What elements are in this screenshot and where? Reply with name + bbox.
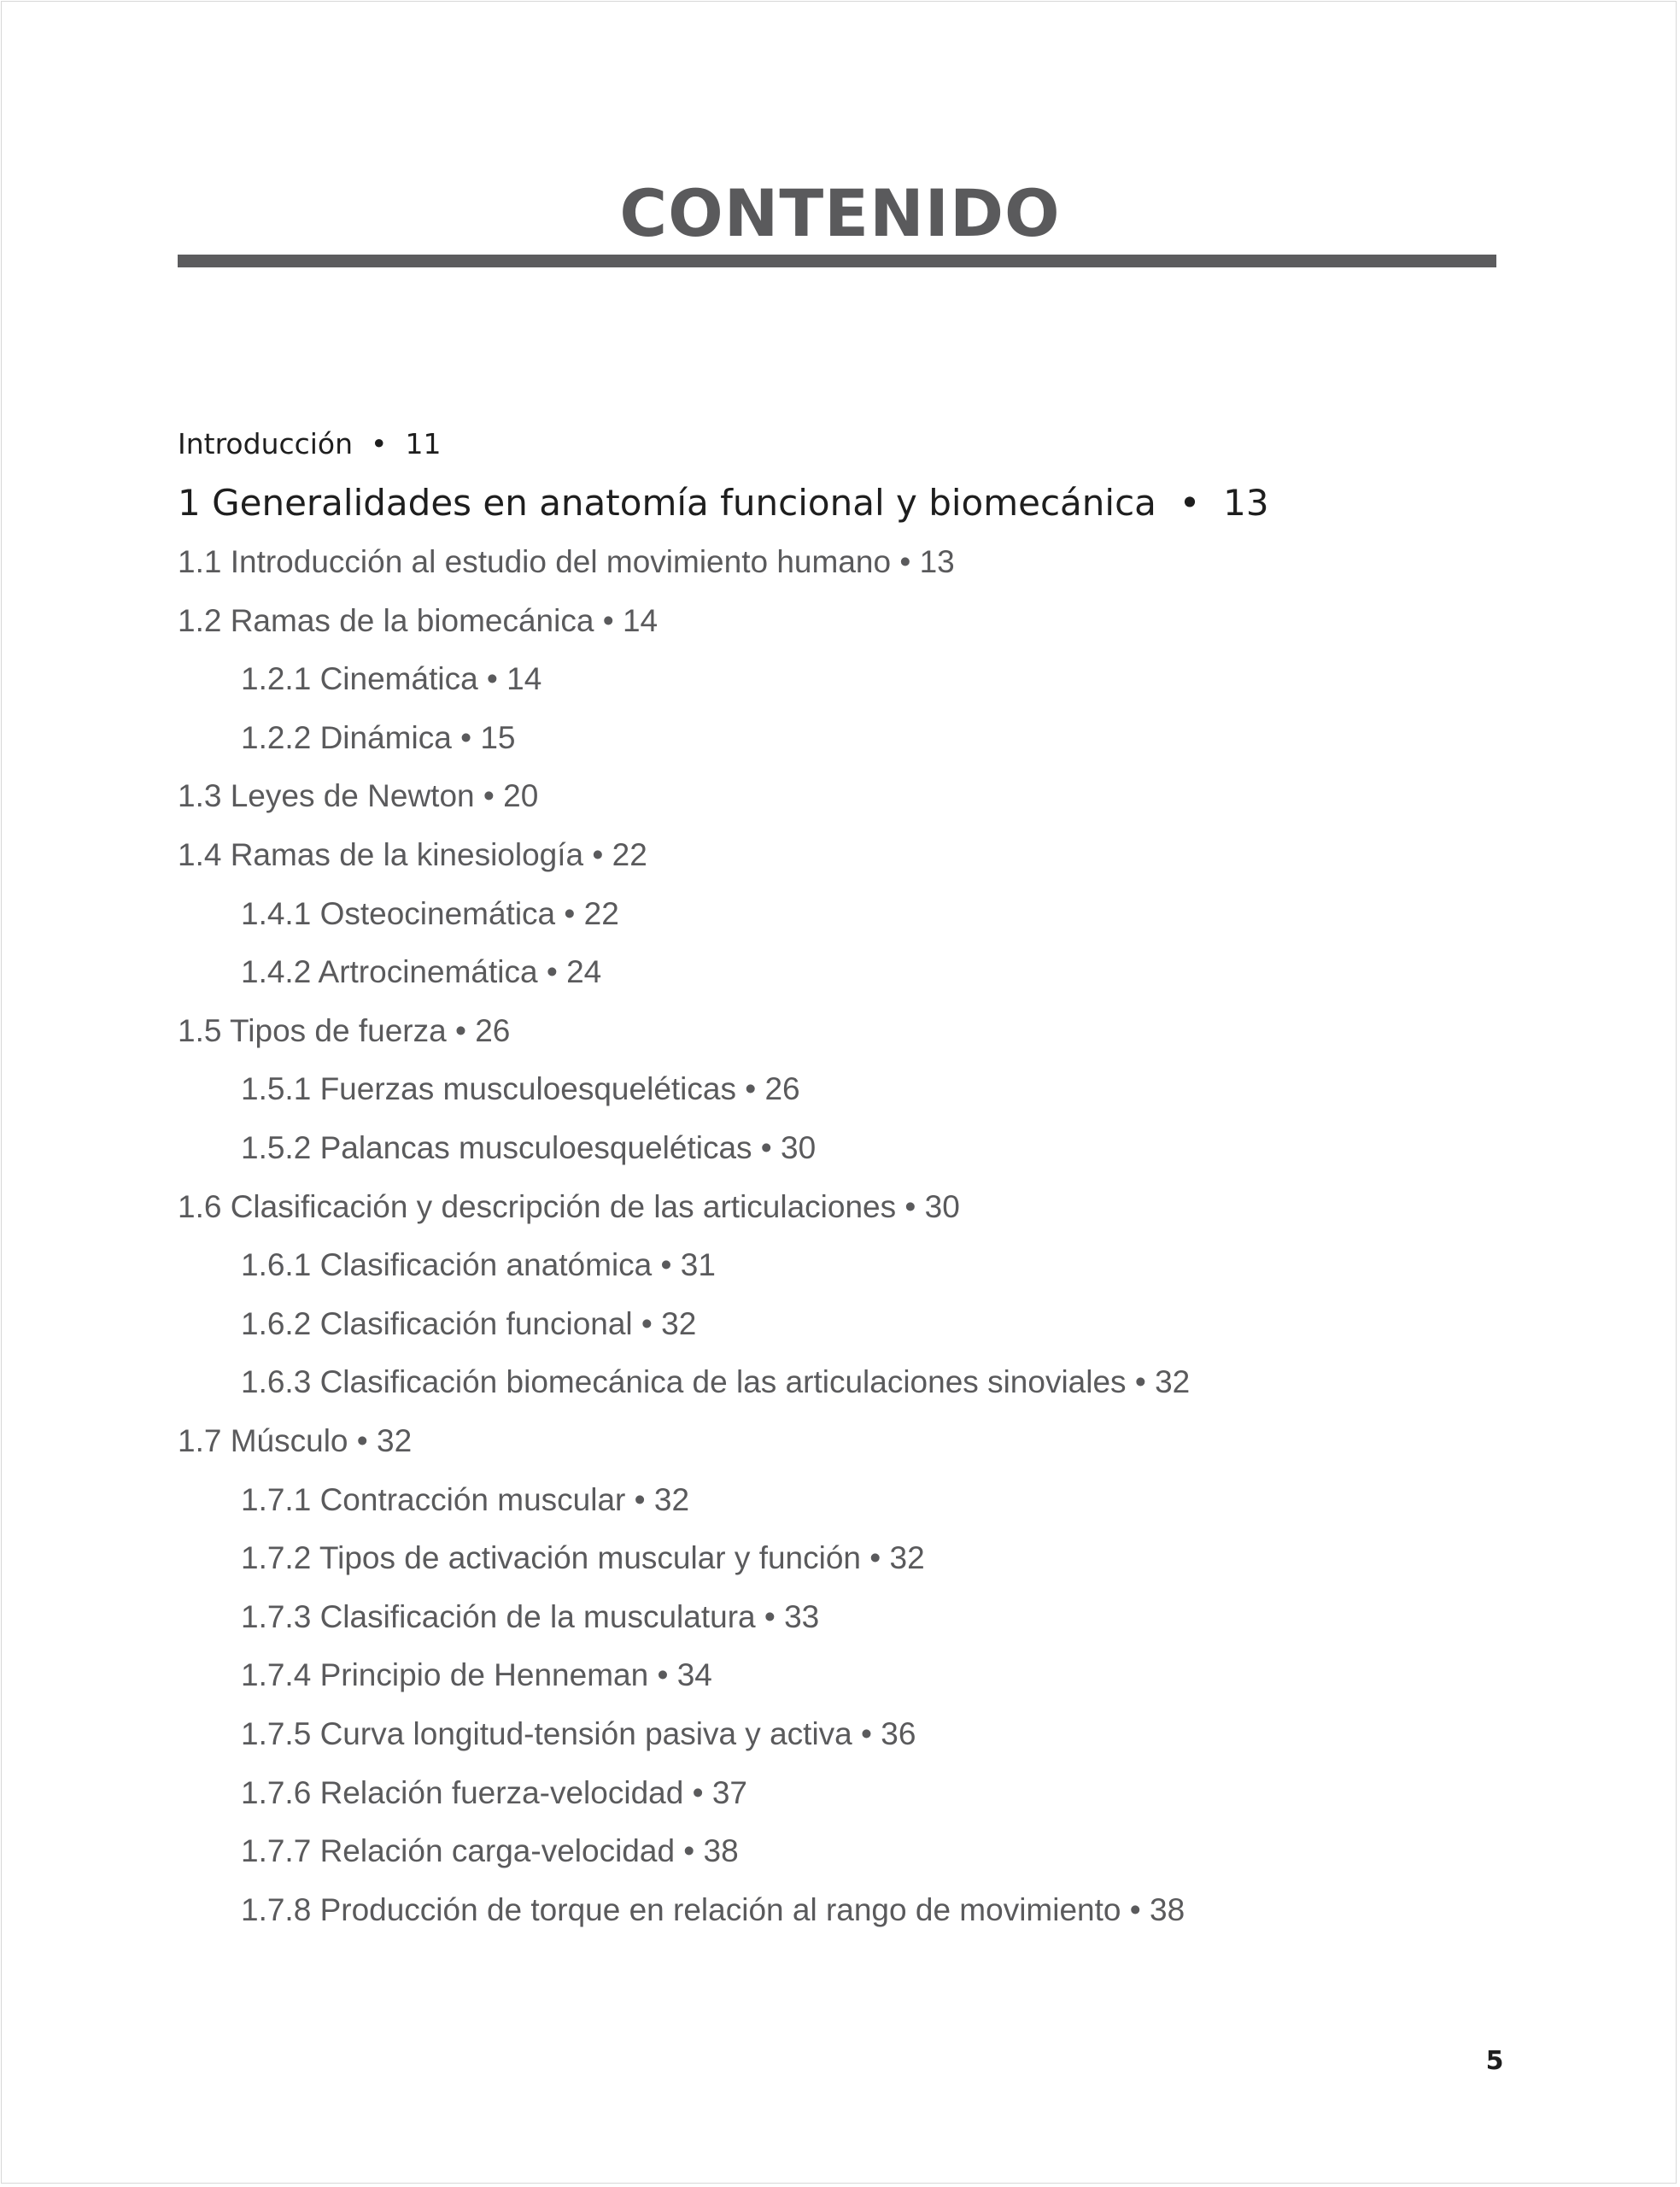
bullet-separator: • — [652, 1247, 681, 1282]
toc-entry-text: 1.5.2 Palancas musculoesqueléticas — [241, 1130, 752, 1165]
bullet-separator: • — [683, 1775, 712, 1810]
toc-entry-page: 26 — [475, 1013, 511, 1048]
toc-entry-text: 1.7.2 Tipos de activación muscular y función — [241, 1540, 861, 1575]
toc-entry-page: 32 — [1155, 1364, 1191, 1399]
toc-entry-page: 33 — [784, 1599, 820, 1634]
toc-entry — [178, 777, 538, 816]
toc-entry — [241, 1598, 819, 1637]
toc-entry-text: 1.4.1 Osteocinemática — [241, 896, 556, 931]
toc-entry — [241, 1363, 1190, 1402]
toc-entry — [241, 1715, 916, 1754]
bullet-separator: • — [852, 1716, 881, 1751]
toc-entry-text: 1.2.2 Dinámica — [241, 720, 452, 755]
toc-entry — [241, 953, 601, 992]
toc-entry-page: 32 — [653, 1482, 690, 1517]
toc-entry-page: 22 — [583, 896, 619, 931]
toc-entry-page: 22 — [612, 837, 647, 872]
toc-entry — [178, 1422, 412, 1461]
toc-entry-text: 1.6.2 Clasificación funcional — [241, 1306, 633, 1341]
toc-entry-text: 1.2.1 Cinemática — [241, 661, 478, 696]
toc-entry-page: 11 — [405, 427, 442, 460]
toc-entry — [178, 601, 658, 641]
toc-entry — [241, 718, 515, 758]
toc-entry-text: Introducción — [178, 427, 354, 460]
page-number: 5 — [1485, 2046, 1504, 2076]
toc-entry-text: 1.2 Ramas de la biomecánica — [178, 603, 594, 638]
toc-entry-text: 1.6.3 Clasificación biomecánica de las articulaciones sinoviales — [241, 1364, 1127, 1399]
toc-entry-page: 14 — [506, 661, 542, 696]
toc-entry — [241, 1891, 1185, 1930]
bullet-separator: • — [1126, 1364, 1156, 1399]
page-title: CONTENIDO — [619, 175, 1061, 251]
toc-entry-page: 13 — [1223, 482, 1269, 524]
toc-entry — [178, 542, 955, 582]
toc-entry-text: 1.6.1 Clasificación anatómica — [241, 1247, 653, 1282]
bullet-separator: • — [348, 1423, 378, 1458]
toc-entry-text: 1.7.3 Clasificación de la musculatura — [241, 1599, 756, 1634]
bullet-separator: • — [861, 1540, 890, 1575]
toc-entry-text: 1.7.6 Relación fuerza-velocidad — [241, 1775, 684, 1810]
toc-entry-page: 26 — [764, 1071, 800, 1106]
toc-entry-page: 30 — [924, 1189, 960, 1224]
bullet-separator: • — [896, 1189, 925, 1224]
bullet-separator: • — [735, 1071, 765, 1106]
bullet-separator: • — [361, 427, 396, 460]
toc-entry — [241, 1774, 747, 1813]
bullet-separator: • — [1168, 482, 1212, 524]
toc-entry-page: 32 — [661, 1306, 697, 1341]
toc-entry-page: 32 — [889, 1540, 925, 1575]
bullet-separator: • — [1121, 1892, 1150, 1927]
toc-entry-text: 1.3 Leyes de Newton — [178, 778, 475, 813]
bullet-separator: • — [632, 1306, 662, 1341]
toc-entry — [241, 1656, 712, 1695]
toc-entry-page: 13 — [919, 544, 955, 579]
toc-entry-page: 38 — [1150, 1892, 1185, 1927]
toc-entry-text: 1.5.1 Fuerzas musculoesqueléticas — [241, 1071, 736, 1106]
toc-entry-text: 1.5 Tipos de fuerza — [178, 1013, 447, 1048]
toc-entry-text: 1.7.7 Relación carga-velocidad — [241, 1833, 676, 1868]
toc-entry — [241, 1480, 689, 1520]
toc-entry — [178, 1011, 510, 1051]
bullet-separator: • — [648, 1657, 677, 1692]
toc-entry-text: 1.7.5 Curva longitud-tensión pasiva y activa — [241, 1716, 852, 1751]
toc-entry — [241, 660, 541, 699]
toc-entry — [241, 1246, 716, 1285]
toc-entry-page: 20 — [503, 778, 539, 813]
bullet-separator: • — [446, 1013, 476, 1048]
toc-entry-page: 32 — [377, 1423, 413, 1458]
toc-entry — [241, 1832, 739, 1871]
toc-entry — [178, 836, 647, 875]
toc-entry — [178, 1187, 960, 1227]
toc-entry-page: 15 — [480, 720, 516, 755]
toc-entry-text: 1.4 Ramas de la kinesiología — [178, 837, 584, 872]
toc-entry-page: 24 — [566, 954, 602, 989]
toc-entry-page: 30 — [781, 1130, 817, 1165]
bullet-separator: • — [675, 1833, 704, 1868]
bullet-separator: • — [555, 896, 584, 931]
toc-entry-page: 37 — [711, 1775, 747, 1810]
toc-entry-page: 38 — [703, 1833, 739, 1868]
toc-entry — [241, 1305, 696, 1344]
toc-entry-text: 1 Generalidades en anatomía funcional y biomecánica — [178, 482, 1156, 524]
bullet-separator: • — [625, 1482, 654, 1517]
toc-entry-intro — [178, 427, 442, 461]
bullet-separator: • — [451, 720, 481, 755]
bullet-separator: • — [583, 837, 612, 872]
toc-entry-text: 1.7 Músculo — [178, 1423, 348, 1458]
toc-entry-text: 1.6 Clasificación y descripción de las articulaciones — [178, 1189, 897, 1224]
bullet-separator: • — [594, 603, 623, 638]
title-rule — [178, 255, 1496, 267]
toc-entry-page: 34 — [676, 1657, 712, 1692]
toc-entry-text: 1.7.8 Producción de torque en relación al rango de movimiento — [241, 1892, 1121, 1927]
toc-entry-page: 36 — [881, 1716, 916, 1751]
bullet-separator: • — [537, 954, 567, 989]
toc-entry — [241, 1129, 816, 1168]
toc-entry-text: 1.1 Introducción al estudio del movimiento humano — [178, 544, 892, 579]
bullet-separator: • — [891, 544, 920, 579]
toc-entry-page: 14 — [622, 603, 659, 638]
bullet-separator: • — [477, 661, 507, 696]
toc-entry-text: 1.7.1 Contracción muscular — [241, 1482, 626, 1517]
bullet-separator: • — [474, 778, 504, 813]
toc-entry — [241, 894, 619, 934]
toc-entry-chapter — [178, 481, 1269, 525]
toc-entry-page: 31 — [680, 1247, 716, 1282]
toc-entry — [241, 1070, 800, 1109]
bullet-separator: • — [755, 1599, 785, 1634]
toc-entry-text: 1.4.2 Artrocinemática — [241, 954, 538, 989]
bullet-separator: • — [752, 1130, 781, 1165]
toc-entry — [241, 1539, 925, 1578]
toc-entry-text: 1.7.4 Principio de Henneman — [241, 1657, 649, 1692]
